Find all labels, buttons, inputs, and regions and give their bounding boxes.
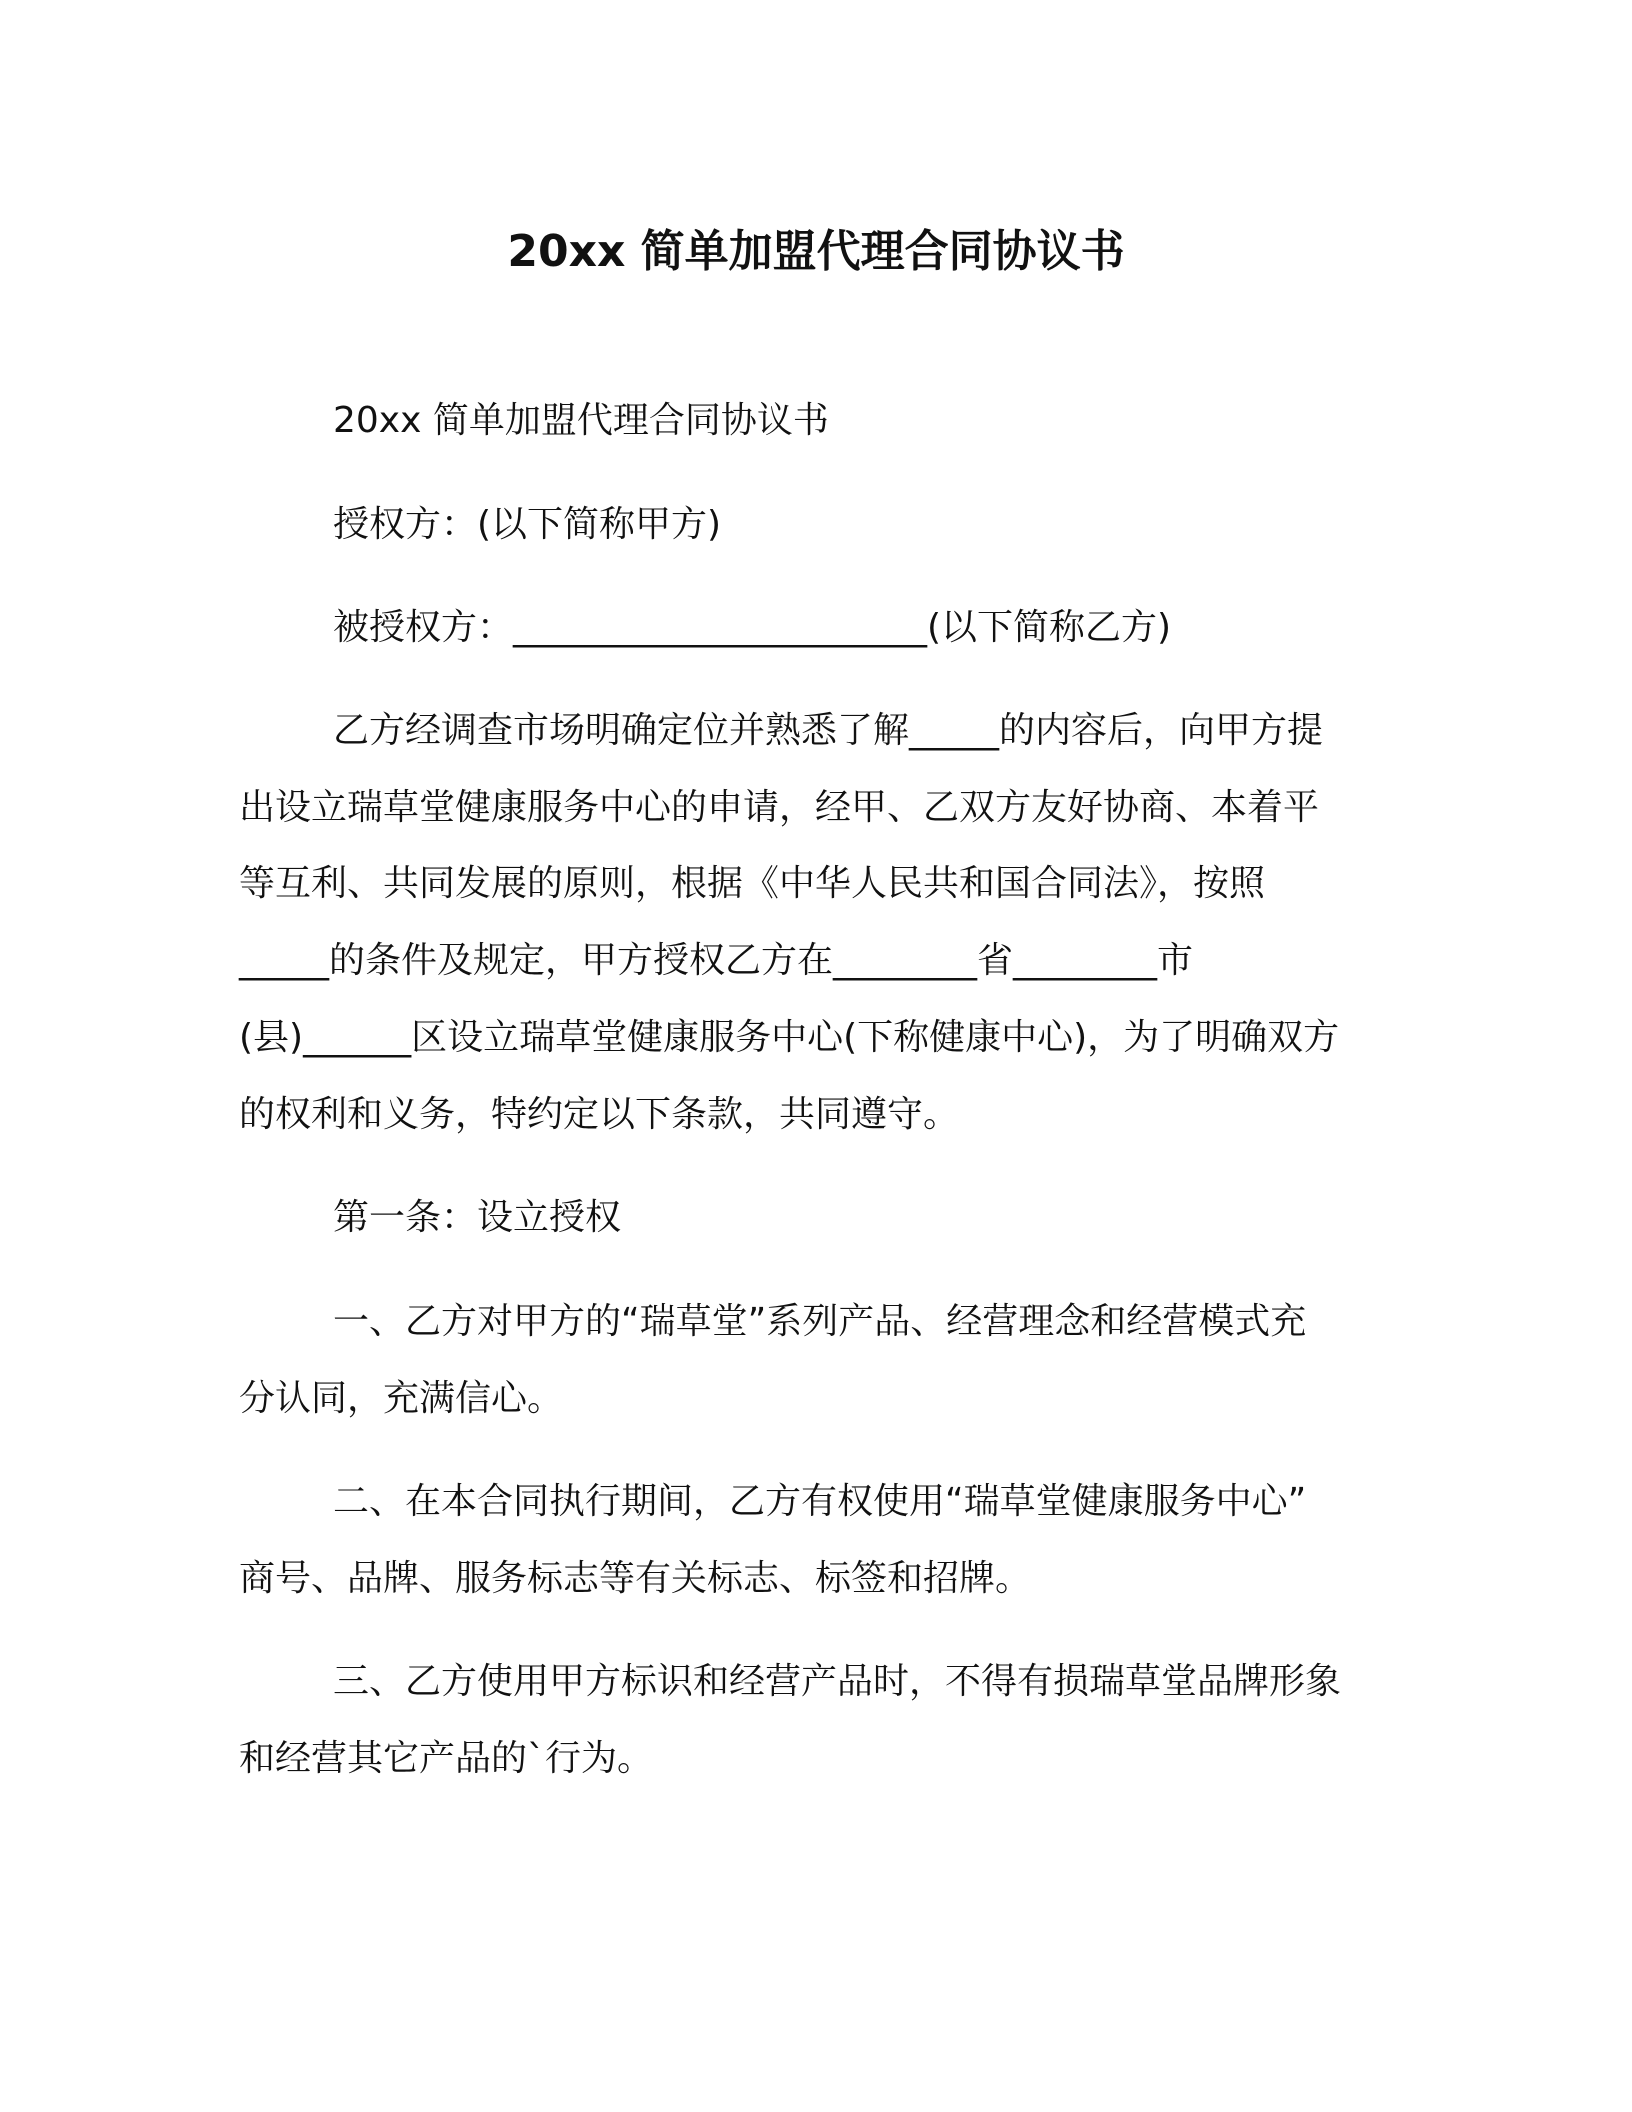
subtitle-line: 20xx 简单加盟代理合同协议书 [333, 400, 829, 441]
clause-1-line-2: 分认同，充满信心。 [239, 1378, 564, 1419]
preamble-line-3: 等互利、共同发展的原则，根据《中华人民共和国合同法》，按照 [239, 863, 1266, 904]
preamble-line-5: (县)______区设立瑞草堂健康服务中心(下称健康中心)，为了明确双方 [239, 1017, 1340, 1058]
clause-2-line-1: 二、在本合同执行期间，乙方有权使用“瑞草堂健康服务中心” [333, 1481, 1307, 1522]
authorizer-line: 授权方：(以下简称甲方) [333, 504, 722, 545]
preamble-line-4: _____的条件及规定，甲方授权乙方在________省________市 [239, 940, 1194, 981]
clause-2-line-2: 商号、品牌、服务标志等有关标志、标签和招牌。 [239, 1558, 1032, 1599]
preamble-line-2: 出设立瑞草堂健康服务中心的申请，经甲、乙双方友好协商、本着平 [239, 787, 1320, 828]
document-title: 20xx 简单加盟代理合同协议书 [507, 226, 1125, 277]
clause-3-line-1: 三、乙方使用甲方标识和经营产品时，不得有损瑞草堂品牌形象 [333, 1661, 1342, 1702]
clause-1-line-1: 一、乙方对甲方的“瑞草堂”系列产品、经营理念和经营模式充 [333, 1301, 1307, 1342]
preamble-line-6: 的权利和义务，特约定以下条款，共同遵守。 [239, 1094, 960, 1135]
clause-3-line-2: 和经营其它产品的`行为。 [239, 1738, 654, 1779]
authorized-party-line: 被授权方：_______________________(以下简称乙方) [333, 607, 1172, 648]
preamble-line-1: 乙方经调查市场明确定位并熟悉了解_____的内容后，向甲方提 [333, 710, 1324, 751]
article-1-heading: 第一条：设立授权 [333, 1197, 622, 1238]
